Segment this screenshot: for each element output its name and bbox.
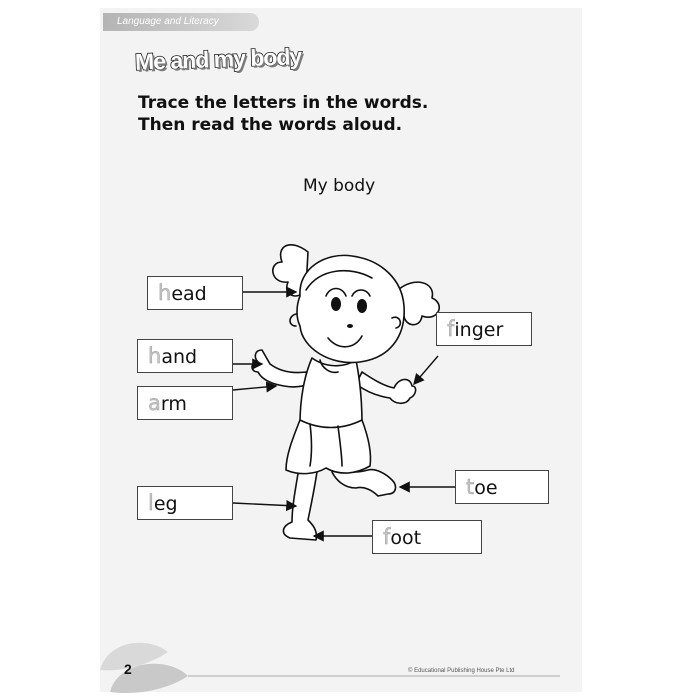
section-tab: Language and Literacy (103, 13, 259, 31)
word-rest: inger (454, 319, 504, 341)
top (300, 358, 362, 430)
traced-letter: t (466, 475, 475, 499)
traced-letter: h (148, 344, 162, 368)
word-box-arm[interactable] (137, 386, 233, 420)
word-rest: and (161, 346, 198, 368)
page-title: Me and my body (134, 43, 302, 75)
word-box-head[interactable] (147, 276, 243, 310)
right-arm (356, 372, 416, 403)
traced-letter: h (158, 281, 172, 305)
word-rest: rm (160, 393, 187, 415)
word-rest: eg (153, 493, 178, 515)
word-box-toe[interactable] (455, 470, 549, 504)
arrow-leg (233, 503, 296, 506)
diagram-title: My body (303, 176, 376, 196)
instruction-line-2: Then read the words aloud. (138, 115, 403, 135)
traced-letter: l (148, 491, 154, 515)
copyright-text: © Educational Publishing House Pte Ltd (408, 668, 515, 674)
traced-letter: a (148, 391, 161, 415)
arrow-arm (233, 386, 276, 390)
word-box-foot[interactable] (372, 520, 482, 554)
page-number: 2 (124, 661, 132, 677)
word-box-hand[interactable] (137, 339, 233, 373)
instruction-line-1: Trace the letters in the words. (138, 93, 429, 113)
word-box-leg[interactable] (137, 486, 233, 520)
word-rest: oot (390, 527, 422, 549)
left-arm (252, 350, 310, 387)
word-rest: ead (171, 283, 207, 305)
skirt (286, 420, 371, 474)
arrow-finger (414, 356, 438, 384)
word-box-finger[interactable] (436, 312, 532, 346)
traced-letter: f (383, 525, 391, 549)
traced-letter: f (447, 317, 455, 341)
word-rest: oe (474, 477, 498, 499)
